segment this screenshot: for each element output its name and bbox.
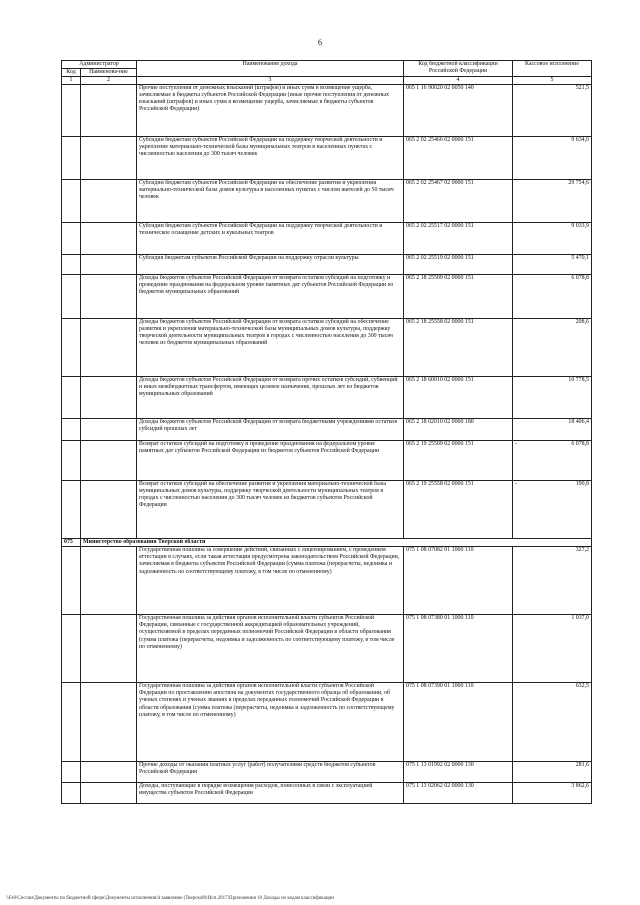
minus-sign: -	[515, 441, 517, 448]
amount-value: 3 862,6	[571, 783, 589, 790]
amount-cell	[513, 223, 592, 255]
income-name: Возврат остатков субсидий на обеспечение развития и укрепления материально-технической базы муниципальных домов культуры, поддержку творческой деятельности муниципальных театров в городах с численностью населения до 300 тысяч человек из бюджетов субъектов Российской Федерации	[137, 481, 404, 539]
amount-header: Кассовое исполнение	[513, 61, 592, 77]
amount-value: 5 470,1	[571, 255, 589, 262]
amount-cell	[513, 275, 592, 319]
income-table	[61, 60, 592, 804]
amount-cell	[513, 377, 592, 419]
income-name: Государственная пошлина за действия органов исполнительной власти субъектов Российской Федерации по проставлению апостиля на документах государственного образца об образовании, об ученых степенях и ученых званиях в пределах переданных полномочий Российской Федерации в области образования (сумма платежа (перерасчеты, недоимка и задолженность по соответствующему платежу, в том числе по отмененному)	[137, 683, 404, 762]
income-name: Доходы бюджетов субъектов Российской Федерации от возврата остатков субсидий на обеспечение развития и укрепления материально-технической базы муниципальных домов культуры, поддержку творческой деятельности муниципальных театров в городах с численностью населения до 300 тысяч человек из бюджетов муниципальных образований	[137, 319, 404, 377]
amount-value: 208,6	[575, 319, 589, 326]
amount-value: 29 754,6	[568, 180, 589, 187]
section-code: 075	[62, 539, 81, 547]
table-row	[62, 319, 592, 377]
table-row	[62, 419, 592, 441]
section-name: Министерство образования Тверской области	[81, 539, 592, 547]
kbk-code: 075 1 08 07082 01 1000 110	[404, 547, 513, 615]
table-row	[62, 223, 592, 255]
amount-value: 6 078,8	[571, 275, 589, 282]
income-name: Доходы бюджетов субъектов Российской Федерации от возврата прочих остатков субсидий, субвенций и иных межбюджетных трансфертов, имеющих целевое назначение, прошлых лет из бюджетов муниципальных образований	[137, 377, 404, 419]
income-name: Доходы бюджетов субъектов Российской Федерации от возврата остатков субсидий на подготовку и проведение празднования на федеральном уровне памятных дат субъектов Российской Федерации из бюджетов муниципальных образований	[137, 275, 404, 319]
income-name: Субсидии бюджетам субъектов Российской Федерации на поддержку творческой деятельности и техническое оснащение детских и кукольных театров	[137, 223, 404, 255]
table-row	[62, 762, 592, 783]
amount-cell	[513, 481, 592, 539]
amount-cell	[513, 547, 592, 615]
kbk-code: 065 2 02 25467 02 0000 151	[404, 180, 513, 223]
income-name: Субсидии бюджетам субъектов Российской Федерации на поддержку творческой деятельности и укрепление материально-технической базы муниципальных театров в населенных пунктах с численностью населения до 300 тысяч человек	[137, 137, 404, 180]
kbk-code: 065 2 02 25519 02 0000 151	[404, 255, 513, 275]
column-number: 1	[62, 77, 81, 85]
amount-value: 18 406,4	[568, 419, 589, 426]
amount-value: 10 778,5	[568, 377, 589, 384]
income-name: Доходы, поступающие в порядке возмещения расходов, понесенных в связи с эксплуатацией имущества субъектов Российской Федерации	[137, 783, 404, 804]
column-number: 2	[81, 77, 137, 85]
table-row	[62, 85, 592, 137]
table-row	[62, 255, 592, 275]
amount-cell	[513, 180, 592, 223]
amount-cell	[513, 615, 592, 683]
table-row	[62, 783, 592, 804]
amount-value: 521,5	[575, 85, 589, 92]
amount-value: 190,8	[575, 481, 589, 488]
table-row	[62, 180, 592, 223]
kbk-code: 075 1 13 01992 02 0000 130	[404, 762, 513, 783]
amount-cell	[513, 319, 592, 377]
table-row	[62, 137, 592, 180]
admin-group-header: Администратор	[62, 61, 137, 69]
kbk-code: 065 2 19 25509 02 0000 151	[404, 441, 513, 481]
table-row	[62, 547, 592, 615]
section-row	[62, 539, 592, 547]
amount-value: 1 037,0	[571, 615, 589, 622]
kbk-code: 065 2 18 02010 02 0000 180	[404, 419, 513, 441]
kbk-header: Код бюджетной классификации Российской Федерации	[404, 61, 513, 77]
kbk-code: 075 1 08 07380 01 1000 110	[404, 615, 513, 683]
kbk-code: 065 1 16 90020 02 0050 140	[404, 85, 513, 137]
table-row	[62, 377, 592, 419]
table-row	[62, 683, 592, 762]
kbk-code: 065 2 02 25466 02 0000 151	[404, 137, 513, 180]
table-row	[62, 441, 592, 481]
amount-value: 327,2	[575, 547, 589, 554]
amount-value: 632,5	[575, 683, 589, 690]
income-name: Государственная пошлина за действия органов исполнительной власти субъектов Российской Федерации, связанные с государственной аккредитацией образовательных учреждений, осуществляемой в пределах переданных полномочий Российской Федерации в области образования (сумма платежа (перерасчеты, недоимка и задолженность по соответствующему платежу, в том числе по отмененному)	[137, 615, 404, 683]
kbk-code: 065 2 19 25558 02 0000 151	[404, 481, 513, 539]
income-name: Субсидии бюджетам субъектов Российской Федерации на обеспечение развития и укрепления материально-технической базы домов культуры в населенных пунктах с числом жителей до 50 тысяч человек	[137, 180, 404, 223]
kbk-code: 065 2 18 25509 02 0000 151	[404, 275, 513, 319]
income-name: Субсидия бюджетам субъектов Российской Федерации на поддержку отрасли культуры	[137, 255, 404, 275]
amount-cell	[513, 137, 592, 180]
income-name: Прочие доходы от оказания платных услуг (работ) получателями средств бюджетов субъектов Российской Федерации	[137, 762, 404, 783]
column-number: 3	[137, 77, 404, 85]
kbk-code: 075 1 13 02062 02 0000 130	[404, 783, 513, 804]
admin-name-header: Наименова-ние	[81, 69, 137, 77]
income-name-header: Наименование дохода	[137, 61, 404, 77]
amount-value: 9 634,0	[571, 137, 589, 144]
amount-cell	[513, 441, 592, 481]
kbk-code: 065 2 18 60010 02 0000 151	[404, 377, 513, 419]
column-number: 4	[404, 77, 513, 85]
code-header: Код	[62, 69, 81, 77]
amount-value: 281,6	[575, 762, 589, 769]
income-name: Доходы бюджетов субъектов Российской Федерации от возврата бюджетными учреждениями остатков субсидий прошлых лет	[137, 419, 404, 441]
page-number: 6	[318, 38, 322, 47]
amount-cell	[513, 419, 592, 441]
kbk-code: 065 2 02 25517 02 0000 151	[404, 223, 513, 255]
amount-cell	[513, 762, 592, 783]
amount-cell	[513, 85, 592, 137]
kbk-code: 075 1 08 07390 01 1000 110	[404, 683, 513, 762]
table-row	[62, 615, 592, 683]
amount-cell	[513, 255, 592, 275]
table-row	[62, 275, 592, 319]
column-number: 5	[513, 77, 592, 85]
income-name: Государственная пошлина за совершение действий, связанных с лицензированием, с проведением аттестации в случаях, если такая аттестация предусмотрена законодательством Российской Федерации, зачисляемая в бюджеты субъектов Российской Федерации (сумма платежа (перерасчеты, недоимка и задолженность по соответствующему платежу, в том числе по отмененному)	[137, 547, 404, 615]
file-path-footer: \\Fs0\Сессии\Документы по бюджетной сфере\Документы исполнения\4 заявление (Тверской)\Исп.2017\Приложения 10 Доходы по кодам классификации	[6, 896, 334, 901]
table-row	[62, 481, 592, 539]
amount-value: 9 033,9	[571, 223, 589, 230]
amount-cell	[513, 683, 592, 762]
minus-sign: -	[515, 481, 517, 488]
amount-cell	[513, 783, 592, 804]
kbk-code: 065 2 18 25558 02 0000 151	[404, 319, 513, 377]
amount-value: 6 078,8	[571, 441, 589, 448]
income-name: Возврат остатков субсидий на подготовку и проведение празднования на федеральном уровне памятных дат субъектов Российской Федерации из бюджетов субъектов Российской Федерации	[137, 441, 404, 481]
income-name: Прочие поступления от денежных взысканий (штрафов) и иных сумм в возмещение ущерба, зачисляемые в бюджеты субъектов Российской Федерации (иные прочие поступления от денежных взысканий (штрафов) и иных сумм в возмещение ущерба, зачисляемые в бюджеты субъектов Российской Федерации)	[137, 85, 404, 137]
